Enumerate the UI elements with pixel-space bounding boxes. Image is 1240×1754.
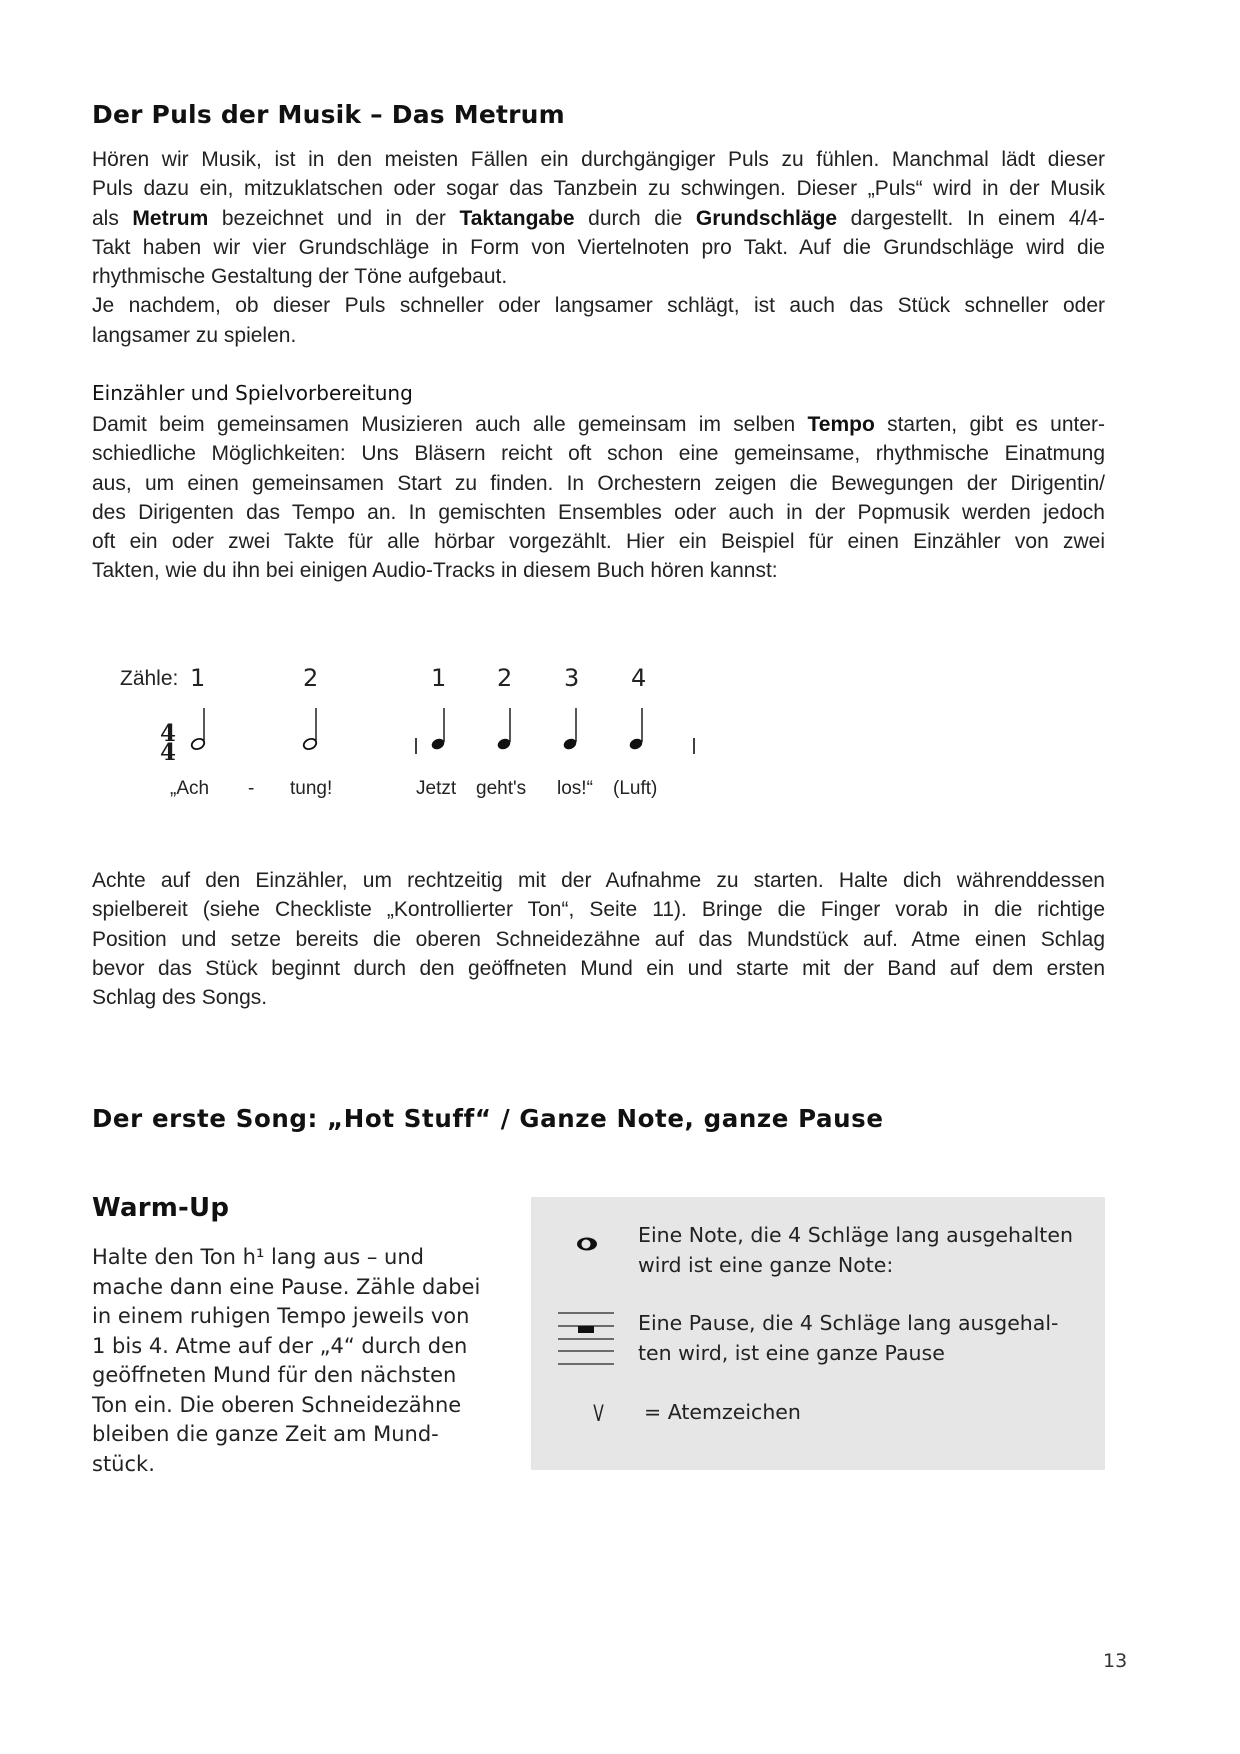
warmup-line: in einem ruhigen Tempo jeweils von	[92, 1304, 470, 1328]
info-text-breath-mark: = Atemzeichen	[644, 1400, 801, 1424]
bold-term: Tempo	[807, 413, 875, 436]
warmup-line: bleiben die ganze Zeit am Mund-	[92, 1422, 439, 1446]
text-line: des Dirigenten das Tempo an. In gemischten Ensembles oder auch in der Popmusik werden jedoch	[92, 500, 1105, 524]
count-label: Zähle:	[120, 667, 179, 690]
warmup-line: geöffneten Mund für den nächsten	[92, 1363, 457, 1387]
whole-note-icon	[573, 1234, 603, 1254]
lyric: los!“	[557, 778, 593, 799]
count-number: 2	[497, 664, 513, 692]
text-line: Je nachdem, ob dieser Puls schneller oder langsamer schlägt, ist auch das Stück schneller oder	[92, 294, 1105, 318]
info-text-whole-rest	[638, 1308, 1058, 1368]
count-in-notation	[0, 650, 1240, 810]
bold-term: Metrum	[132, 206, 209, 230]
half-note-icon	[302, 708, 318, 751]
text-line: Position und setze bereits die oberen Schneidezähne auf das Mundstück auf. Atme einen Schlag	[92, 927, 1105, 951]
warmup-line: 1 bis 4. Atme auf der „4“ durch den	[92, 1333, 468, 1358]
text-line: oft ein oder zwei Takte für alle hörbar vorgezählt. Hier ein Beispiel für einen Einzähler von zwei	[92, 530, 1105, 554]
info-box	[531, 1197, 1105, 1470]
lyric: Jetzt	[416, 778, 457, 799]
text-line: langsamer zu spielen.	[92, 323, 297, 347]
text-line: als Metrum bezeichnet und in der Taktangabe durch die Grundschläge dargestellt. In einem 4/4-	[92, 206, 1105, 230]
quarter-note-icon	[562, 708, 578, 751]
whole-rest-icon	[556, 1311, 616, 1371]
lyric: „Ach	[170, 778, 210, 799]
paragraph-einzaehler-hinweis	[92, 866, 1105, 1012]
text-line: rhythmische Gestaltung der Töne aufgebaut.	[92, 265, 508, 289]
lyric: geht's	[476, 778, 527, 799]
half-note-icon	[190, 708, 206, 751]
quarter-note-icon	[430, 708, 446, 751]
text-line: bevor das Stück beginnt durch den geöffneten Mund ein und starte mit der Band auf dem ersten	[92, 956, 1105, 980]
info-line: Eine Note, die 4 Schläge lang ausgehalten	[638, 1223, 1073, 1247]
breath-mark-icon: V	[593, 1402, 604, 1427]
info-line: Eine Pause, die 4 Schläge lang ausgehal-	[638, 1311, 1059, 1335]
section-title-hot-stuff: Der erste Song: „Hot Stuff“ / Ganze Note, ganze Pause	[92, 1104, 884, 1133]
bold-term: Taktangabe	[459, 206, 575, 230]
info-line: wird ist eine ganze Note:	[638, 1253, 894, 1277]
paragraph-metrum	[92, 145, 1105, 350]
warmup-title: Warm-Up	[92, 1193, 230, 1223]
time-signature-top: 4	[159, 720, 176, 747]
text-line: Damit beim gemeinsamen Musizieren auch alle gemeinsam im selben Tempo starten, gibt es unter-	[92, 413, 1105, 436]
text-line: Schlag des Songs.	[92, 986, 268, 1010]
lyric: -	[248, 778, 255, 799]
text-line: Takt haben wir vier Grundschläge in Form von Viertelnoten pro Takt. Auf die Grundschläge wird die	[92, 235, 1105, 259]
text-line: aus, um einen gemeinsamen Start zu finden. In Orchestern zeigen die Bewegungen der Dirigentin/	[92, 471, 1105, 495]
page-number: 13	[1103, 1650, 1128, 1672]
warmup-text	[92, 1243, 492, 1479]
subsection-title-einzaehler: Einzähler und Spielvorbereitung	[92, 381, 413, 405]
text-line: schiedliche Möglichkeiten: Uns Bläsern reicht oft schon eine gemeinsame, rhythmische Einatmung	[92, 442, 1105, 466]
bold-term: Grundschläge	[695, 206, 838, 230]
text-line: Achte auf den Einzähler, um rechtzeitig mit der Aufnahme zu starten. Halte dich währenddessen	[92, 869, 1105, 892]
text-line: Puls dazu ein, mitzuklatschen oder sogar das Tanzbein zu schwingen. Dieser „Puls“ wird in der Musik	[92, 177, 1105, 201]
warmup-line: stück.	[92, 1451, 155, 1476]
warmup-line: mache dann eine Pause. Zähle dabei	[92, 1274, 481, 1299]
count-number: 3	[564, 664, 580, 692]
lyric: tung!	[290, 778, 333, 799]
text-line: Takten, wie du ihn bei einigen Audio-Tracks in diesem Buch hören kannst:	[92, 559, 778, 583]
info-line: ten wird, ist eine ganze Pause	[638, 1341, 945, 1365]
count-number: 2	[303, 664, 319, 692]
lyric: (Luft)	[613, 778, 658, 799]
count-number: 1	[190, 664, 206, 692]
info-text-whole-note	[638, 1220, 1073, 1280]
text-line: Hören wir Musik, ist in den meisten Fällen ein durchgängiger Puls zu fühlen. Manchmal lädt dieser	[92, 148, 1105, 171]
notes-svg	[0, 650, 760, 766]
warmup-line: Ton ein. Die oberen Schneidezähne	[92, 1392, 462, 1417]
count-number: 4	[631, 664, 647, 692]
paragraph-einzaehler	[92, 410, 1105, 586]
section-title-metrum: Der Puls der Musik – Das Metrum	[92, 100, 565, 129]
warmup-line: Halte den Ton h¹ lang aus – und	[92, 1245, 424, 1269]
quarter-note-icon	[496, 708, 512, 751]
time-signature-bottom: 4	[159, 739, 176, 766]
count-number: 1	[431, 664, 447, 692]
quarter-note-icon	[628, 708, 644, 751]
text-line: spielbereit (siehe Checkliste „Kontrollierter Ton“, Seite 11). Bringe die Finger vorab in die richtige	[92, 898, 1105, 922]
